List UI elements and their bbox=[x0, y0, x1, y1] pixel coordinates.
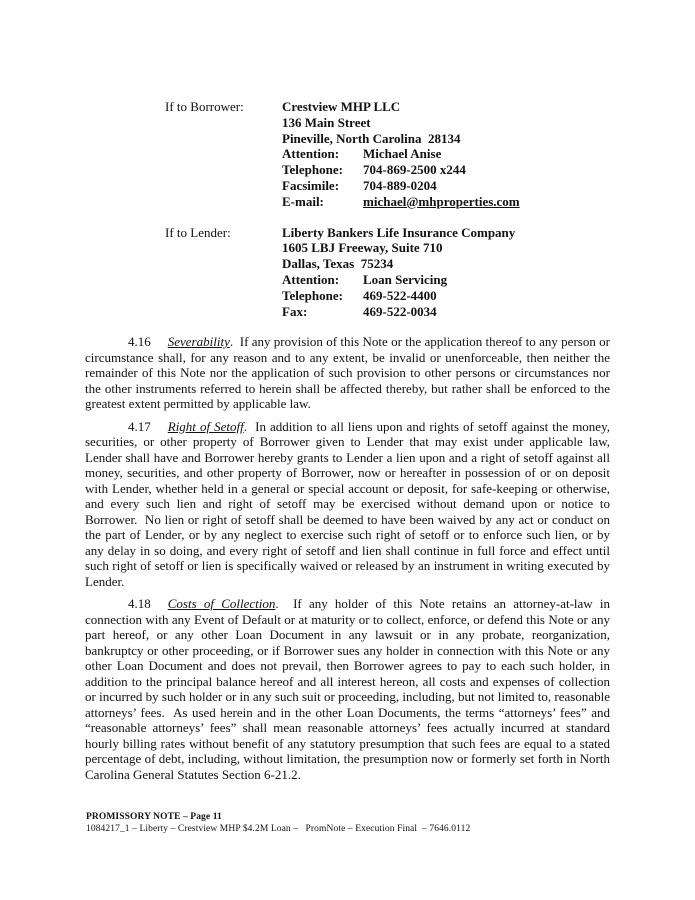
borrower-telephone-row bbox=[282, 162, 610, 178]
lender-street: 1605 LBJ Freeway, Suite 710 bbox=[282, 240, 443, 256]
lender-fax-value: 469-522-0034 bbox=[363, 303, 437, 319]
borrower-facsimile-row bbox=[282, 178, 610, 194]
lender-fax-row bbox=[282, 304, 610, 320]
lender-label: If to Lender: bbox=[165, 224, 231, 240]
borrower-email-value: michael@mhproperties.com bbox=[363, 193, 520, 209]
borrower-address-block bbox=[282, 99, 610, 210]
footer-doc-title-page: PROMISSORY NOTE – Page 11 bbox=[86, 812, 222, 822]
borrower-facsimile-key: Facsimile: bbox=[282, 177, 340, 193]
section-severability bbox=[85, 334, 610, 412]
section-severability-text: . If any provision of this Note or the application thereof to any person or circumstance shall, for any reason and to any extent, be invalid or unenforceable, then neither the remainder of this Note nor the application of such provision to other persons or circumstances nor the other instruments referred to herein shall be affected thereby, but rather shall be enforced to the greatest extent permitted by applicable law. bbox=[85, 334, 610, 412]
section-costs-of-collection-title: Costs of Collection bbox=[167, 596, 276, 612]
section-costs-of-collection-number: 4.18 bbox=[128, 596, 151, 612]
lender-attention-row bbox=[282, 272, 610, 288]
borrower-email-row bbox=[282, 194, 610, 210]
lender-telephone-row bbox=[282, 288, 610, 304]
section-right-of-setoff-title: Right of Setoff bbox=[167, 418, 244, 434]
sections bbox=[85, 334, 610, 782]
borrower-label: If to Borrower: bbox=[165, 99, 244, 114]
section-right-of-setoff bbox=[85, 419, 610, 590]
footer-doc-id: 1084217_1 – Liberty – Crestview MHP $4.2M Loan – PromNote – Execution Final – 7646.0112 bbox=[86, 823, 471, 834]
section-costs-of-collection bbox=[85, 596, 610, 782]
notice-block-lender bbox=[165, 225, 610, 320]
lender-address-block bbox=[282, 225, 610, 320]
borrower-attention-key: Attention: bbox=[282, 146, 340, 162]
lender-fax-key: Fax: bbox=[282, 303, 308, 319]
lender-city-state-zip: Dallas, Texas 75234 bbox=[282, 256, 394, 272]
borrower-email-key: E-mail: bbox=[282, 193, 324, 209]
borrower-city-state-zip: Pineville, North Carolina 28134 bbox=[282, 130, 461, 146]
notice-block-borrower bbox=[165, 99, 610, 210]
section-costs-of-collection-text: . If any holder of this Note retains an attorney-at-law in connection with any Event of Default or at maturity or to collect, enforce, or defend this Note or any part hereof, or any other Loan Document in any lawsuit or in any probate, reorganization, bankruptcy or other proceeding, or if Borrower sues any holder in connection with this Note or any other Loan Document and does not prevail, then Borrower agrees to pay to each such holder, in addition to the principal balance hereof and all interest hereon, all costs and expenses of collection or incurred by such holder or in any such suit or proceeding, including, but not limited to, reasonable attorneys’ fees. As used herein and in the other Loan Documents, the terms “attorneys’ fees” and “reasonable attorneys’ fees” shall mean reasonable attorneys’ fees actually incurred at standard hourly billing rates without benefit of any statutory presumption that such fees are equal to a stated percentage of debt, including, without limitation, the presumption now or formerly set forth in North Carolina General Statutes Section 6-21.2. bbox=[85, 596, 611, 782]
lender-telephone-key: Telephone: bbox=[282, 287, 343, 303]
lender-telephone-value: 469-522-4400 bbox=[363, 287, 437, 303]
lender-attention-value: Loan Servicing bbox=[363, 271, 448, 287]
lender-attention-key: Attention: bbox=[282, 271, 340, 287]
section-severability-title: Severability bbox=[167, 334, 230, 350]
section-severability-number: 4.16 bbox=[128, 334, 151, 350]
document-body bbox=[85, 99, 610, 789]
borrower-company: Crestview MHP LLC bbox=[282, 99, 401, 114]
section-right-of-setoff-text: . In addition to all liens upon and rights of setoff against the money, securities, or other property of Borrower given to Lender that may exist under applicable law, Lender shall have and Borrower hereby grants to Lender a lien upon and a right of setoff against all money, securities, and other property of Borrower, now or hereafter in possession of or on deposit with Lender, whether held in a general or special account or deposit, for safe-keeping or otherwise, and every such lien and right of setoff may be exercised without demand upon or notice to Borrower. No lien or right of setoff shall be deemed to have been waived by any act or conduct on the part of Lender, or by any neglect to exercise such right of setoff or to enforce such lien, or by any delay in so doing, and every right of setoff and lien shall continue in full force and effect until such right of setoff or lien is specifically waived or released by an instrument in writing executed by Lender. bbox=[85, 418, 610, 589]
borrower-telephone-key: Telephone: bbox=[282, 162, 343, 178]
lender-company: Liberty Bankers Life Insurance Company bbox=[282, 224, 516, 240]
section-right-of-setoff-number: 4.17 bbox=[128, 418, 151, 434]
borrower-street: 136 Main Street bbox=[282, 114, 371, 130]
borrower-telephone-value: 704-869-2500 x244 bbox=[363, 162, 466, 178]
borrower-facsimile-value: 704-889-0204 bbox=[363, 177, 437, 193]
borrower-attention-value: Michael Anise bbox=[363, 146, 442, 162]
borrower-attention-row bbox=[282, 146, 610, 162]
page-footer bbox=[86, 812, 470, 835]
